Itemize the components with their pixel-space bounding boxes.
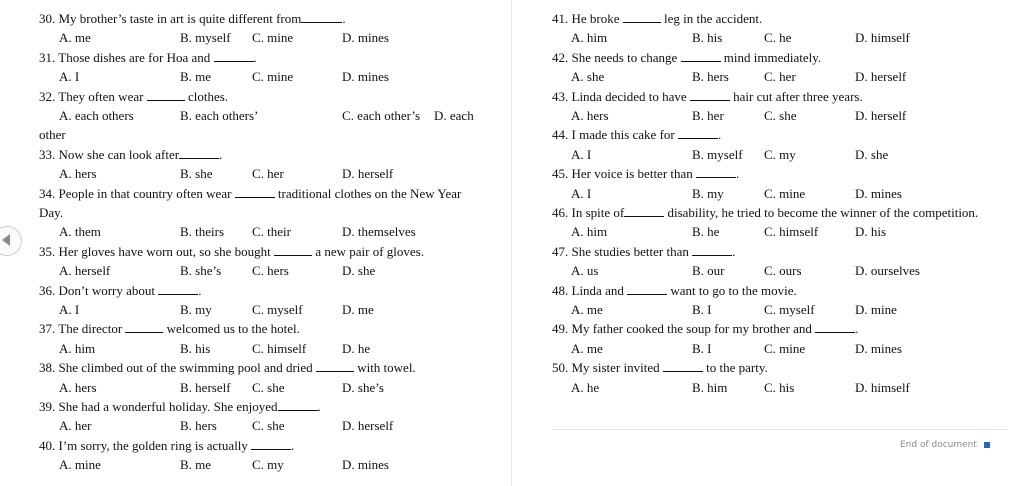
question-44: 44. I made this cake for . A. I B. myself C. my D. she [552,125,1014,164]
option-a[interactable]: A. mine [59,457,101,473]
option-b[interactable]: B. I [692,340,712,356]
chevron-left-icon [2,234,12,246]
end-of-document: End of document [900,440,990,450]
answer-blank [623,11,661,23]
option-d[interactable]: D. themselves [342,224,416,240]
option-d[interactable]: D. me [342,302,374,317]
question-49: 49. My father cooked the soup for my brother and . A. me B. I C. mine D. mines [552,319,1014,358]
option-d[interactable]: D. herself [342,418,394,434]
option-a[interactable]: A. each others [59,108,134,123]
option-a[interactable]: A. I [59,302,80,317]
question-41: 41. He broke leg in the accident. A. him B. his C. he D. himself [552,9,1014,48]
option-b[interactable]: B. I [692,301,712,317]
question-46: 46. In spite of disability, he tried to become the winner of the competition. A. him B. he C. himself D. his [552,203,1014,242]
option-b[interactable]: B. he [692,224,720,240]
option-c[interactable]: C. she [252,418,285,434]
question-32: 32. They often wear clothes. A. each others B. each others’ C. each other’s D. each other [39,87,509,145]
option-d[interactable]: D. herself [855,69,907,85]
end-square-icon [984,442,990,448]
question-37: 37. The director welcomed us to the hotel. A. him B. his C. himself D. he [39,319,509,358]
option-d[interactable]: D. she’s [342,379,384,395]
option-b[interactable]: B. my [180,302,212,317]
option-a[interactable]: A. me [571,301,603,317]
option-d[interactable]: D. mines [855,185,902,201]
option-b[interactable]: B. me [180,457,212,473]
option-a[interactable]: A. I [571,185,592,201]
answer-blank [681,50,721,62]
option-b[interactable]: B. him [692,379,728,395]
question-48: 48. Linda and want to go to the movie. A. me B. I C. myself D. mine [552,281,1014,320]
question-33: 33. Now she can look after . A. hers B. she C. her D. herself [39,145,509,184]
option-b[interactable]: B. each others’ [180,108,259,123]
option-c[interactable]: C. myself [764,301,815,317]
option-a[interactable]: A. him [571,224,608,240]
answer-blank [692,244,732,256]
option-b[interactable]: B. her [692,108,724,123]
option-a[interactable]: A. hers [59,379,97,395]
option-b[interactable]: B. myself [692,146,743,162]
option-a[interactable]: A. hers [59,166,97,182]
answer-blank [214,50,254,62]
option-b[interactable]: B. his [692,30,723,46]
answer-blank [663,360,703,372]
option-a[interactable]: A. me [59,30,91,46]
option-a[interactable]: A. I [571,146,592,162]
question-39: 39. She had a wonderful holiday. She enjoyed . A. her B. hers C. she D. herself [39,397,509,436]
option-c[interactable]: C. she [764,108,797,123]
option-d[interactable]: D. mines [342,30,389,46]
answer-blank [278,399,318,411]
option-a[interactable]: A. them [59,224,101,240]
question-30: 30. My brother’s taste in art is quite different from . A. me B. myself C. mine D. mines [39,9,509,48]
option-d[interactable]: D. himself [855,379,910,395]
option-c[interactable]: C. himself [252,340,307,356]
answer-blank [624,205,664,217]
option-b[interactable]: B. she [180,166,213,182]
option-c[interactable]: C. my [764,146,796,162]
option-c[interactable]: C. mine [252,30,294,46]
question-50: 50. My sister invited to the party. A. he B. him C. his D. himself [552,358,1014,397]
option-d[interactable]: D. each [434,108,474,123]
option-c[interactable]: C. she [252,379,285,395]
option-c[interactable]: C. each other’s [342,108,421,123]
option-c[interactable]: C. mine [252,69,294,85]
answer-blank [125,321,163,333]
option-d[interactable]: D. herself [855,108,907,123]
answer-blank [235,186,275,198]
option-a[interactable]: A. her [59,418,92,434]
question-38: 38. She climbed out of the swimming pool and dried with towel. A. hers B. herself C. she D. she’s [39,358,509,397]
answer-blank [274,244,312,256]
answer-blank [690,89,730,101]
option-a[interactable]: A. herself [59,263,111,279]
question-34: 34. People in that country often wear traditional clothes on the New Year Day. A. them B. theirs C. their D. themselves [39,184,509,242]
option-d-wrap: other [39,127,66,143]
question-40: 40. I’m sorry, the golden ring is actually . A. mine B. me C. my D. mines [39,436,509,475]
option-d[interactable]: D. his [855,224,887,240]
option-d[interactable]: D. mines [342,69,389,85]
answer-blank [678,127,718,139]
option-b[interactable]: B. me [180,69,212,85]
option-d[interactable]: D. she [342,263,376,279]
answer-blank [815,321,855,333]
option-c[interactable]: C. his [764,379,795,395]
question-42: 42. She needs to change mind immediately. A. she B. hers C. her D. herself [552,48,1014,87]
question-31: 31. Those dishes are for Hoa and . A. I B. me C. mine D. mines [39,48,509,87]
answer-blank [158,283,198,295]
option-b[interactable]: B. she’s [180,263,222,279]
answer-blank [251,438,291,450]
option-d[interactable]: D. herself [342,166,394,182]
answer-blank [179,147,219,159]
option-c[interactable]: C. ours [764,263,802,279]
end-rule [552,429,1008,430]
option-b[interactable]: B. our [692,263,725,279]
option-a[interactable]: A. hers [571,108,609,123]
answer-blank [147,89,185,101]
option-a[interactable]: A. him [571,30,608,46]
option-c[interactable]: C. her [252,166,284,182]
question-36: 36. Don’t worry about . A. I B. my C. myself D. me [39,281,509,320]
option-a[interactable]: A. us [571,263,599,279]
question-35: 35. Her gloves have worn out, so she bought a new pair of gloves. A. herself B. she’s C. hers D. she [39,242,509,281]
option-c[interactable]: C. my [252,457,284,473]
option-d[interactable]: D. mines [342,457,389,473]
option-c[interactable]: C. mine [764,185,806,201]
question-45: 45. Her voice is better than . A. I B. my C. mine D. mines [552,164,1014,203]
question-43: 43. Linda decided to have hair cut after three years. A. hers B. her C. she D. herself [552,87,1014,126]
option-b[interactable]: B. my [692,185,724,201]
option-b[interactable]: B. hers [180,418,217,434]
left-column [39,9,509,475]
option-d[interactable]: D. he [342,340,371,356]
option-b[interactable]: B. his [180,340,211,356]
answer-blank [316,360,354,372]
answer-blank [696,166,736,178]
option-a[interactable]: A. he [571,379,600,395]
column-divider [511,0,512,486]
option-c[interactable]: C. mine [764,340,806,356]
option-a[interactable]: A. him [59,340,96,356]
option-c[interactable]: C. he [764,30,792,46]
option-c[interactable]: C. their [252,224,291,240]
option-b[interactable]: B. myself [180,30,231,46]
option-b[interactable]: B. hers [692,69,729,85]
previous-page-button[interactable] [0,226,22,256]
answer-blank [627,283,667,295]
option-d[interactable]: D. she [855,146,889,162]
option-c[interactable]: C. her [764,69,796,85]
option-c[interactable]: C. hers [252,263,289,279]
option-b[interactable]: B. theirs [180,224,225,240]
option-b[interactable]: B. herself [180,379,231,395]
option-a[interactable]: A. I [59,69,80,85]
option-c[interactable]: C. myself [252,302,303,317]
right-column [552,9,1014,397]
option-a[interactable]: A. me [571,340,603,356]
option-d[interactable]: D. mines [855,340,902,356]
answer-blank [301,11,342,23]
option-d[interactable]: D. ourselves [855,263,920,279]
option-c[interactable]: C. himself [764,224,819,240]
option-a[interactable]: A. she [571,69,605,85]
option-d[interactable]: D. mine [855,301,897,317]
question-47: 47. She studies better than . A. us B. our C. ours D. ourselves [552,242,1014,281]
option-d[interactable]: D. himself [855,30,910,46]
